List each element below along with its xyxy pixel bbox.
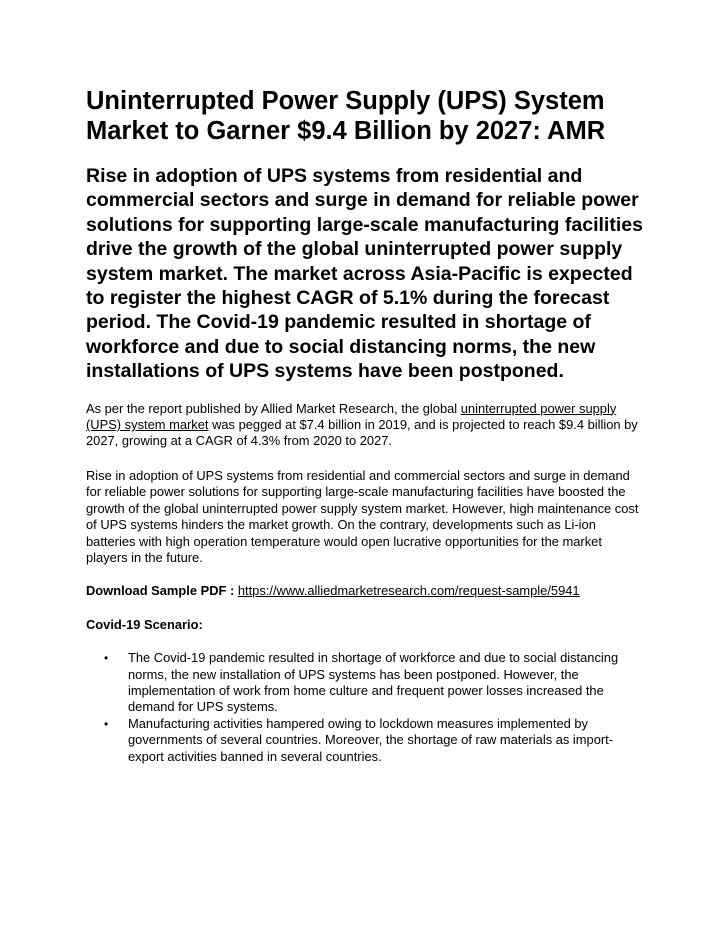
intro-text-before: As per the report published by Allied Market Research, the global: [86, 400, 461, 416]
intro-paragraph: [86, 401, 646, 450]
article-subtitle: Rise in adoption of UPS systems from residential and commercial sectors and surge in demand for reliable power solutions for supporting large-scale manufacturing facilities drive the growth of the global uninterrupted power supply system market. The market across Asia-Pacific is expected to register the highest CAGR of 5.1% during the forecast period. The Covid-19 pandemic resulted in shortage of workforce and due to social distancing norms, the new installations of UPS systems have been postponed.: [86, 165, 643, 383]
list-item: [86, 650, 646, 716]
market-report-link[interactable]: uninterrupted power supply (UPS) system market: [86, 400, 617, 433]
bullet-icon: •: [104, 651, 109, 666]
download-sample-label: Download Sample PDF :: [86, 583, 238, 599]
page-title: Uninterrupted Power Supply (UPS) System Market to Garner $9.4 Billion by 2027: AMR: [86, 87, 606, 145]
download-sample-line: [86, 583, 646, 599]
bullet-icon: •: [104, 716, 109, 731]
list-item-text: The Covid-19 pandemic resulted in shortage of workforce and due to social distancing norms, the new installation of UPS systems has been postponed. However, the implementation of work from home culture and frequent power losses increased the demand for UPS systems.: [128, 650, 619, 715]
document-page: [86, 86, 646, 765]
list-item-text: Manufacturing activities hampered owing to lockdown measures implemented by governments of several countries. Moreover, the shortage of raw materials as import-export activities banned in several countries.: [128, 715, 614, 764]
list-item: [86, 716, 646, 765]
download-sample-link[interactable]: https://www.alliedmarketresearch.com/request-sample/5941: [237, 583, 580, 599]
intro-text-after: was pegged at $7.4 billion in 2019, and is projected to reach $9.4 billion by 2027, growing at a CAGR of 4.3% from 2020 to 2027.: [86, 417, 638, 449]
growth-paragraph: Rise in adoption of UPS systems from residential and commercial sectors and surge in demand for reliable power solutions for supporting large-scale manufacturing facilities have boosted the growth of the global uninterrupted power supply system market. However, high maintenance cost of UPS systems hinders the market growth. On the contrary, developments such as Li-ion batteries with high operation temperature would open lucrative opportunities for the market players in the future.: [86, 467, 639, 565]
covid-bullet-list: [86, 650, 646, 765]
covid-section-heading: Covid-19 Scenario:: [86, 616, 203, 632]
